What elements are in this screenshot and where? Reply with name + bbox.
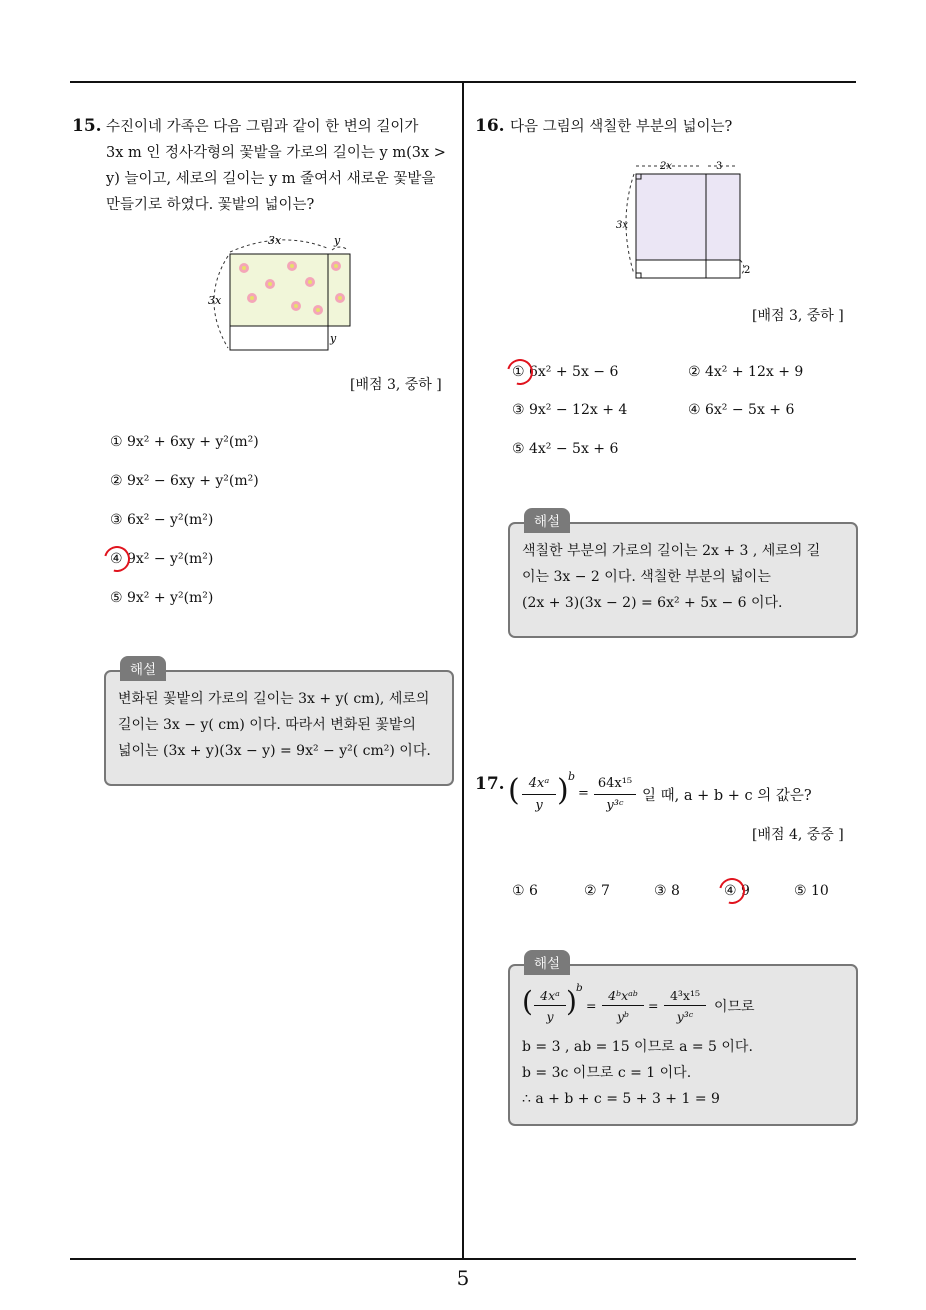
question-15-line: y) 늘이고, 세로의 길이는 y m 줄여서 새로운 꽃밭을: [106, 171, 436, 187]
q17-option-2[interactable]: ② 7: [584, 883, 610, 899]
eq-paren-left: (: [508, 773, 520, 808]
sol-bar2: [602, 1005, 644, 1006]
q16-option-5[interactable]: ⑤ 4x² − 5x + 6: [512, 441, 619, 457]
solution-tag-q15: 해설: [120, 656, 166, 681]
fig15-right-top-label: y: [334, 234, 341, 247]
q17-option-4[interactable]: ④ 9: [724, 883, 750, 899]
solution-text-q15: [118, 686, 448, 764]
solution-line: 길이는 3x − y( cm) 이다. 따라서 변화된 꽃밭의: [118, 717, 416, 733]
eq-paren-right: ): [557, 773, 569, 808]
eq-lhs-den: y: [535, 798, 543, 813]
sol-exponent: b: [576, 982, 583, 994]
q16-option-1[interactable]: ① 6x² + 5x − 6: [512, 364, 619, 380]
q16-option-2[interactable]: ② 4x² + 12x + 9: [688, 364, 804, 380]
question-16-number: 16.: [475, 116, 505, 136]
fig16-top-left-label: 2x: [660, 161, 673, 172]
sol-bar1: [534, 1005, 566, 1006]
solution-box-q15: [104, 670, 454, 786]
eq-lhs-bar: [522, 794, 556, 795]
shaded-rectangle-figure: [612, 156, 762, 280]
question-15-score: [배점 3, 중하 ]: [350, 377, 442, 393]
q15-option-4[interactable]: ④ 9x² − y²(m²): [110, 551, 214, 567]
question-15-line: 3x m 인 정사각형의 꽃밭을 가로의 길이는 y m(3x >: [106, 145, 446, 161]
question-15-line: 만들기로 하였다. 꽃밭의 넓이는?: [106, 197, 315, 213]
q17-option-3[interactable]: ③ 8: [654, 883, 680, 899]
solution-tag-q17: 해설: [524, 950, 570, 975]
question-15-number: 15.: [72, 116, 102, 136]
solution-line: b = 3 , ab = 15 이므로 a = 5 이다.: [522, 1039, 753, 1055]
question-15-text: [106, 114, 456, 218]
q16-option-3[interactable]: ③ 9x² − 12x + 4: [512, 402, 628, 418]
question-16-text: 다음 그림의 색칠한 부분의 넓이는?: [510, 119, 733, 135]
q16-option-4[interactable]: ④ 6x² − 5x + 6: [688, 402, 795, 418]
question-15-line: 수진이네 가족은 다음 그림과 같이 한 변의 길이가: [106, 119, 419, 135]
solution-line: ∴ a + b + c = 5 + 3 + 1 = 9: [522, 1091, 720, 1107]
q15-option-2[interactable]: ② 9x² − 6xy + y²(m²): [110, 473, 259, 489]
question-17-equation: [508, 770, 812, 820]
sol-bar3: [664, 1005, 706, 1006]
bottom-rule: [70, 1258, 856, 1260]
sol-num1: 4xᵃ: [540, 988, 560, 1003]
question-17-text: 일 때, a + b + c 의 값은?: [642, 788, 812, 804]
solution-line: b = 3c 이므로 c = 1 이다.: [522, 1065, 692, 1081]
solution-equation-q17: [522, 984, 852, 1032]
garden-figure: [200, 230, 370, 358]
solution-line: 색칠한 부분의 가로의 길이는 2x + 3 , 세로의 길: [522, 543, 821, 559]
answer-mark-q16: [502, 354, 538, 390]
solution-text-q16: [522, 538, 852, 616]
fig16-top-right-label: 3: [716, 161, 723, 172]
sol-den1: y: [546, 1009, 554, 1024]
fig16-right-bottom-label: 2: [744, 265, 751, 276]
fig15-top-label: 3x: [268, 234, 282, 247]
q15-option-5[interactable]: ⑤ 9x² + y²(m²): [110, 590, 214, 606]
q17-option-1[interactable]: ① 6: [512, 883, 538, 899]
eq-rhs-den: y³ᶜ: [606, 798, 624, 813]
question-16-score: [배점 3, 중하 ]: [752, 308, 844, 324]
question-17-score: [배점 4, 중중 ]: [752, 827, 844, 843]
eq-rhs-num: 64x¹⁵: [597, 776, 633, 791]
column-divider: [462, 82, 464, 1260]
q15-option-1[interactable]: ① 9x² + 6xy + y²(m²): [110, 434, 259, 450]
page-number: 5: [456, 1266, 470, 1290]
eq-lhs-num: 4xᵃ: [528, 776, 550, 791]
solution-line: (2x + 3)(3x − 2) = 6x² + 5x − 6 이다.: [522, 595, 783, 611]
sol-eq-tail: 이므로: [714, 999, 755, 1015]
q17-option-5[interactable]: ⑤ 10: [794, 883, 829, 899]
q15-option-3[interactable]: ③ 6x² − y²(m²): [110, 512, 214, 528]
solution-box-q16: [508, 522, 858, 638]
answer-mark-q15: [99, 541, 135, 577]
sol-den3: y³ᶜ: [676, 1009, 694, 1024]
sol-num2: 4ᵇxᵃᵇ: [608, 988, 638, 1003]
eq-equals: =: [578, 786, 589, 801]
solution-text-q17: [522, 1034, 852, 1112]
solution-line: 이는 3x − 2 이다. 색칠한 부분의 넓이는: [522, 569, 771, 585]
sol-den2: yᵇ: [616, 1009, 630, 1024]
sol-paren-left: (: [522, 985, 533, 1018]
solution-box-q17: [508, 964, 858, 1126]
sol-equals-1: =: [586, 998, 597, 1013]
eq-rhs-bar: [594, 794, 636, 795]
answer-mark-q17: [714, 873, 750, 909]
fig15-bottom-right-label: y: [330, 332, 337, 345]
eq-exponent: b: [568, 770, 576, 783]
question-17-number: 17.: [475, 774, 505, 794]
fig16-left-label: 3x: [616, 220, 629, 231]
sol-equals-2: =: [648, 998, 659, 1013]
solution-tag-q16: 해설: [524, 508, 570, 533]
sol-num3: 4³x¹⁵: [669, 988, 701, 1003]
solution-line: 변화된 꽃밭의 가로의 길이는 3x + y( cm), 세로의: [118, 691, 430, 707]
solution-line: 넓이는 (3x + y)(3x − y) = 9x² − y²( cm²) 이다.: [118, 743, 431, 759]
sol-paren-right: ): [566, 985, 577, 1018]
fig15-left-label: 3x: [208, 294, 222, 307]
